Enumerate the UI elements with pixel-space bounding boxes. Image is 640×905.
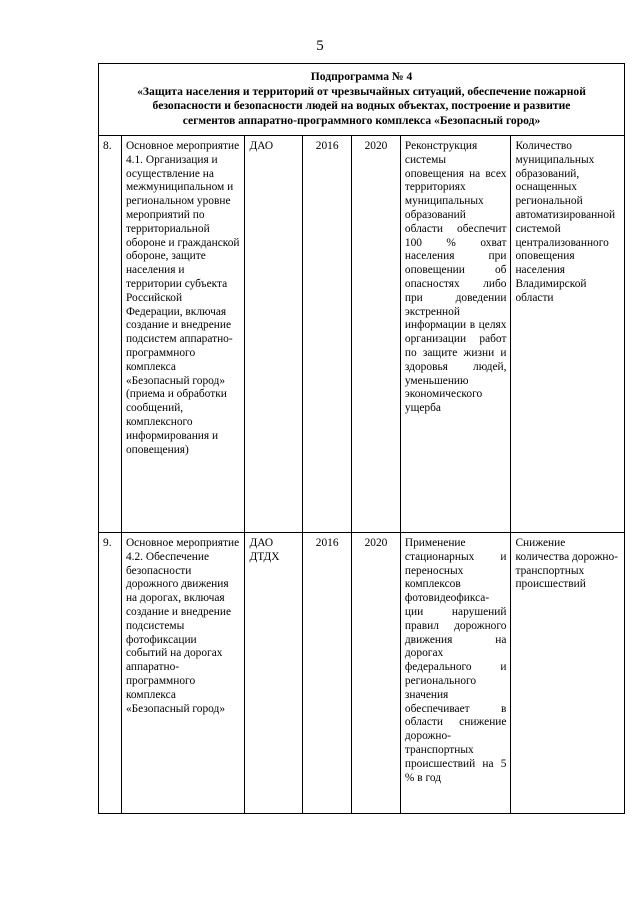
end-year: 2020 xyxy=(352,533,401,813)
row-number: 9. xyxy=(99,533,122,813)
executor: ДАО xyxy=(245,136,303,532)
subprogram-name-line-1: «Защита населения и территорий от чрезвычайных ситуаций, обеспечение пожарной xyxy=(137,84,586,98)
activity-name: Основное мероприятие 4.1. Организация и осуществление на межмуниципальном и региональном уровне мероприятий по территориальной обороне и гражданской обороне, защите населения и территории субъекта Российской Федерации, включая создание и внедрение подсистем аппаратно-программного комплекса «Безопасный город» (приема и обработки сообщений, комплексного информирования и оповещения) xyxy=(122,136,246,532)
subprogram-title: Подпрограмма № 4 xyxy=(310,70,413,83)
indicator: Количество муниципальных образований, оснащенных региональной автоматизированной системой централизованного оповещения населения Владимирской области xyxy=(515,140,616,304)
executor: ДАО ДТДХ xyxy=(245,533,303,813)
subprogram-name-line-3: сегментов аппаратно-программного комплекса «Безопасный город» xyxy=(182,113,541,127)
expected-result: Применение стационарных и переносных комплексов фотовидеофикса-ции нарушений правил дорожного движения на дорогах федерального и регионального значения обеспечивает в области снижение дорожно-транспортных происшествий на 5 % в год xyxy=(401,533,512,813)
start-year: 2016 xyxy=(303,136,352,532)
page-number: 5 xyxy=(316,38,324,54)
expected-result: Реконструкция системы оповещения на всех территориях муниципальных образований области обеспечит 100 % охват населения при оповещении об опасностях либо при доведении экстренной информации в целях организации работ по защите жизни и здоровья людей, уменьшению экономического ущерба xyxy=(401,136,512,532)
table-row xyxy=(99,533,624,813)
row-number: 8. xyxy=(99,136,122,532)
end-year: 2020 xyxy=(352,136,401,532)
table-row xyxy=(99,136,624,533)
activity-name: Основное мероприятие 4.2. Обеспечение безопасности дорожного движения на дорогах, включая создание и внедрение подсистемы фотофиксации событий на дорогах аппаратно-программного комплекса «Безопасный город» xyxy=(122,533,246,813)
subprogram-name-line-2: безопасности и безопасности людей на водных объектах, построение и развитие xyxy=(152,99,571,112)
program-table xyxy=(98,63,625,814)
start-year: 2016 xyxy=(303,533,352,813)
subprogram-header xyxy=(99,64,624,136)
indicator: Снижение количества дорожно-транспортных происшествий xyxy=(515,537,619,591)
